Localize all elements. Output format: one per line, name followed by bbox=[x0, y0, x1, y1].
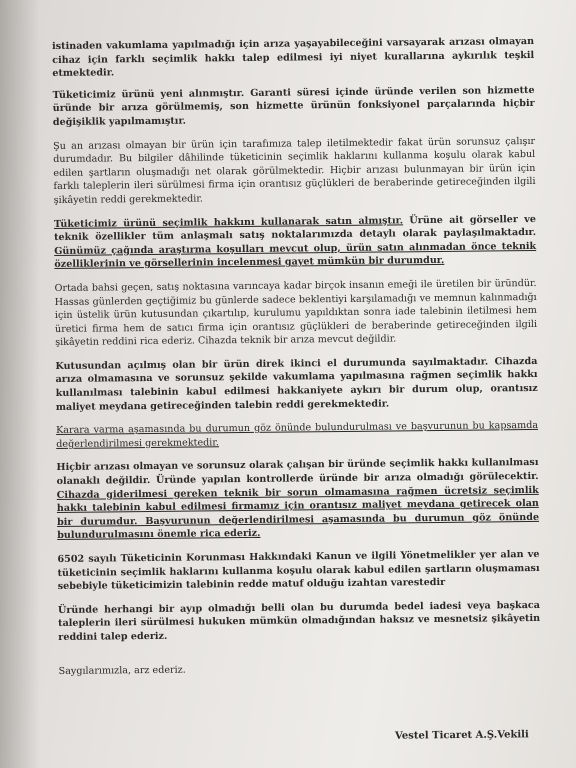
paragraph-4-underlined-lead: Tüketicimiz ürünü seçimlik hakkını kullanarak satın almıştır. bbox=[53, 214, 404, 230]
paragraph-4-middle: Ürüne ait görseller ve teknik özellikler tüm anlaşmalı satış noktalarımızda detaylı olarak paylaşılmaktadır. bbox=[54, 213, 537, 244]
paragraph-5: Ortada bahsi geçen, satış noktasına varıncaya kadar birçok insanın emeği ile üretilen bir üründür. Hassas günlerden geçtiğimiz bu günlerde sadece beklentiyi karşılamadığı ve memnun kalınmadığı için üstelik ürün kutusundan çıkartılıp, kurulumu yapıldıktan sonra iade talebinin iletilmesi hem üretici firma hem de satıcı firma için orantısız güçlükleri de beraberinde getireceğinden ilgili şikâyetin reddini rica ederiz. Cihazda teknik bir arıza mevcut değildir. bbox=[54, 277, 538, 349]
paragraph-2: Tüketicimiz ürünü yeni alınmıştır. Garanti süresi içinde üründe verilen son hizmette üründe bir arıza görülmemiş, son hizmette ürünün fonksiyonel parçalarında hiçbir değişiklik yapılmamıştır. bbox=[52, 84, 535, 128]
letter-body bbox=[52, 35, 541, 688]
paragraph-7: Karara varma aşamasında bu durumun göz önünde bulundurulması ve başvurunun bu kapsamda değerlendirilmesi gerekmektedir. bbox=[56, 420, 539, 450]
closing-line: Saygılarımızla, arz ederiz. bbox=[58, 664, 186, 677]
paragraph-10: Üründe herhangi bir ayıp olmadığı belli olan bu durumda bedel iadesi veya başkaca taleplerin ileri sürülmesi hukuken mümkün olmadığından haksız ve mesnetsiz şikâyetin reddini talep ederiz. bbox=[57, 599, 541, 643]
paragraph-8-lead: Hiçbir arızası olmayan ve sorunsuz olarak çalışan bir üründe seçimlik hakkı kullanılması olanaklı değildir. Üründe yapılan kontrollerde üründe bir arıza olmadığı görülecektir. bbox=[56, 457, 539, 488]
page-shadow bbox=[0, 0, 40, 768]
paragraph-1: istinaden vakumlama yapılmadığı için arıza yaşayabileceğini varsayarak arızası olmayan cihaz için farklı seçimlik hakkı talep edilmesi iyi niyet kurallarına aykırılık teşkil etmektedir. bbox=[52, 35, 535, 80]
paragraph-8 bbox=[56, 456, 539, 543]
paragraph-8-underlined: Cihazda giderilmesi gereken teknik bir sorun olmamasına rağmen ücretsiz seçimlik hakkı talebinin kabul edilmesi firmamız için orantısız maliyet meydana getirecek olan bir durumdur. Başvurunun değerlendirilmesi aşamasında bu durumun göz önünde bulundurulmasını önemle rica ederiz. bbox=[56, 484, 540, 542]
paragraph-9: 6502 sayılı Tüketicinin Korunması Hakkındaki Kanun ve ilgili Yönetmelikler yer alan ve tüketicinin seçimlik haklarını kullanma koşulu olarak kabul edilen şartların oluşmaması sebebiyle tüketicimizin talebinin redde matuf olduğu izahtan varestedir bbox=[57, 548, 540, 593]
signature: Vestel Ticaret A.Ş.Vekili bbox=[394, 729, 529, 742]
paragraph-4 bbox=[54, 212, 537, 271]
paragraph-4-underlined-tail: Günümüz çağında araştırma koşulları mevcut olup, ürün satın alınmadan önce teknik özelliklerinin ve görsellerinin incelenmesi gayet mümkün bir durumdur. bbox=[54, 240, 537, 271]
paragraph-3: Şu an arızası olmayan bir ürün için tarafımıza talep iletilmektedir fakat ürün sorunsuz çalışır durumdadır. Bu bilgiler dâhilinde tüketicinin seçimlik haklarını kullanma koşulu olarak kabul edilen şartların oluşmadığı net olarak görülmektedir. Hiçbir arızası bulunmayan bir ürün için farklı taleplerin ileri sürülmesi firma için orantısız güçlükleri de beraberinde getireceğinden ilgili şikâyetin reddi gerekmektedir. bbox=[53, 135, 536, 206]
paragraph-6: Kutusundan açılmış olan bir ürün direk ikinci el durumunda sayılmaktadır. Cihazda arıza olmamasına ve sorunsuz şekilde vakumlama yapılmasına rağmen seçimlik hakkı kullanılması talebinin kabul edilmesi hakkaniyete aykırı bir durum olup, orantısız maliyet meydana getireceğinden talebin reddi gerekmektedir. bbox=[55, 355, 538, 413]
